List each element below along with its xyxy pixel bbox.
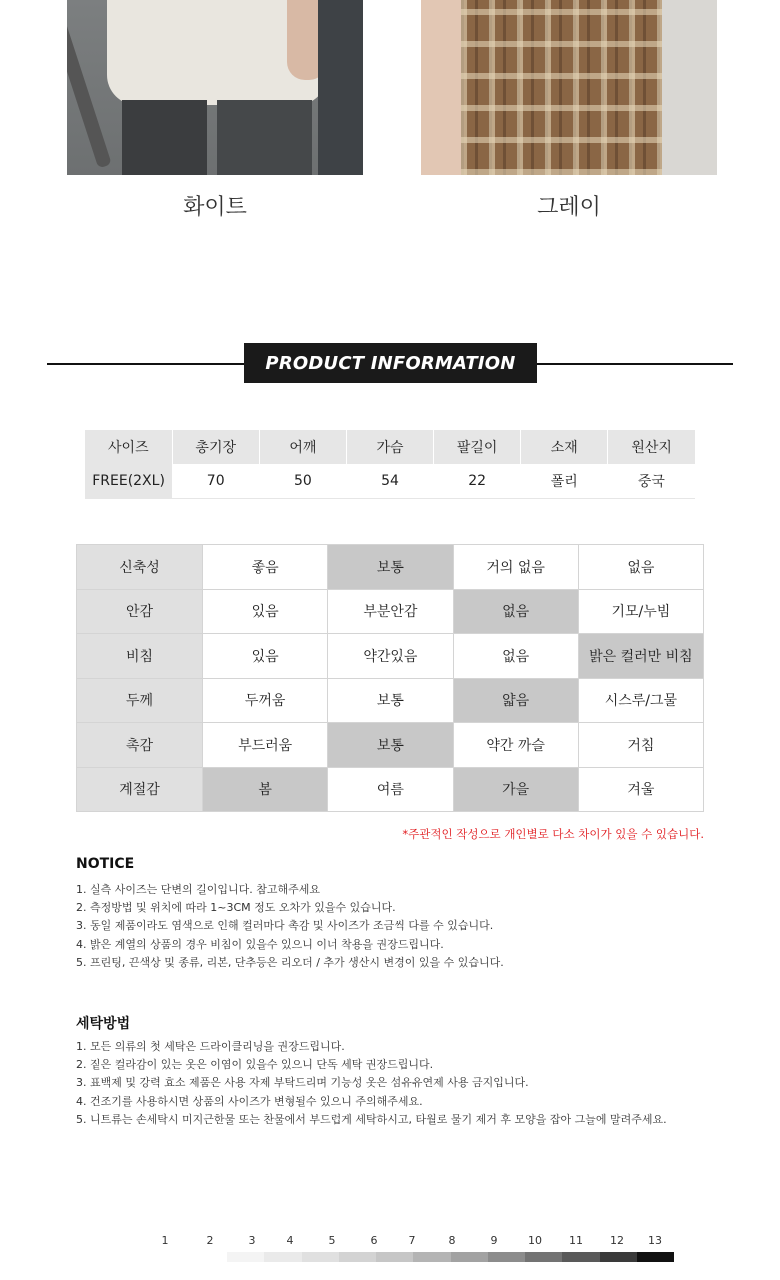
property-option: 보통	[328, 678, 453, 723]
notice-item: 4. 밝은 계열의 상품의 경우 비침이 있을수 있으니 이너 착용을 권장드립니다.	[76, 937, 444, 951]
gray-scale-swatch	[413, 1252, 450, 1262]
property-option: 겨울	[578, 767, 703, 812]
notice-item: 2. 측정방법 및 위치에 따라 1~3CM 정도 오차가 있을수 있습니다.	[76, 901, 396, 915]
property-label: 신축성	[77, 545, 203, 590]
property-option: 없음	[453, 634, 578, 679]
property-row	[77, 678, 704, 723]
property-label: 계절감	[77, 767, 203, 812]
property-label: 두께	[77, 678, 203, 723]
property-option: 있음	[203, 589, 328, 634]
color-option-label: 화이트	[183, 195, 247, 220]
size-table	[85, 430, 695, 499]
notice-item: 3. 동일 제품이라도 염색으로 인해 컬러마다 촉감 및 사이즈가 조금씩 다를 수 있습니다.	[76, 919, 494, 933]
property-option-selected: 밝은 컬러만 비침	[578, 634, 703, 679]
property-option: 부분안감	[328, 589, 453, 634]
gray-scale-swatch	[525, 1252, 562, 1262]
gray-scale-number: 1	[161, 1234, 169, 1247]
properties-table	[76, 544, 704, 812]
gray-scale-number: 5	[328, 1234, 336, 1247]
property-option: 약간 까슬	[453, 723, 578, 768]
gray-scale-swatch	[376, 1252, 413, 1262]
gray-scale-number: 7	[408, 1234, 416, 1247]
washing-item: 4. 건조기를 사용하시면 상품의 사이즈가 변형될수 있으니 주의해주세요.	[76, 1094, 423, 1108]
size-header-cell: 총기장	[172, 430, 259, 464]
cart-handle	[67, 22, 112, 169]
notice-list	[76, 881, 716, 972]
property-label: 촉감	[77, 723, 203, 768]
property-option: 기모/누빔	[578, 589, 703, 634]
gray-scale-number: 4	[286, 1234, 294, 1247]
property-option: 거의 없음	[453, 545, 578, 590]
property-option: 좋음	[203, 545, 328, 590]
gray-scale-number: 3	[248, 1234, 256, 1247]
property-option: 없음	[578, 545, 703, 590]
property-option: 시스루/그물	[578, 678, 703, 723]
property-label: 비침	[77, 634, 203, 679]
property-option: 여름	[328, 767, 453, 812]
gray-scale-swatch	[339, 1252, 376, 1262]
property-option: 부드러움	[203, 723, 328, 768]
washing-item: 2. 짙은 컬라감이 있는 옷은 이염이 있을수 있으니 단독 세탁 권장드립니다.	[76, 1058, 434, 1072]
background-wall	[318, 0, 363, 175]
notice-item: 1. 실측 사이즈는 단변의 길이입니다. 참고해주세요	[76, 883, 320, 896]
gray-scale-swatch	[451, 1252, 488, 1262]
size-header-cell: 가슴	[346, 430, 433, 464]
size-cell: 70	[172, 464, 259, 498]
property-option-selected: 없음	[453, 589, 578, 634]
gray-scale-swatch	[190, 1252, 227, 1262]
gray-scale-bar	[190, 1252, 674, 1262]
gray-scale-number: 10	[528, 1234, 542, 1247]
property-option: 거침	[578, 723, 703, 768]
property-option: 있음	[203, 634, 328, 679]
size-table-row	[85, 464, 695, 498]
size-header-cell: 소재	[521, 430, 608, 464]
color-option-label: 그레이	[537, 195, 601, 220]
gray-scale-swatch	[562, 1252, 599, 1262]
gray-scale-number: 2	[206, 1234, 214, 1247]
property-option-selected: 얇음	[453, 678, 578, 723]
property-row	[77, 723, 704, 768]
background	[662, 0, 717, 175]
gray-scale-numbers	[145, 1234, 685, 1250]
size-header-cell: 원산지	[608, 430, 695, 464]
size-cell: 22	[434, 464, 521, 498]
gray-scale-number: 11	[569, 1234, 583, 1247]
pants-left	[122, 100, 207, 175]
notice-title: NOTICE	[76, 856, 135, 872]
size-table-header-row	[85, 430, 695, 464]
gray-scale-number: 9	[490, 1234, 498, 1247]
size-cell: 폴리	[521, 464, 608, 498]
size-header-cell: 어깨	[259, 430, 346, 464]
property-option: 두꺼움	[203, 678, 328, 723]
gray-scale-swatch	[637, 1252, 674, 1262]
property-row	[77, 767, 704, 812]
washing-item: 1. 모든 의류의 첫 세탁은 드라이클리닝을 권장드립니다.	[76, 1040, 345, 1053]
size-cell: 54	[346, 464, 433, 498]
washing-list	[76, 1038, 736, 1129]
washing-title: 세탁방법	[76, 1016, 131, 1032]
gray-scale-number: 12	[610, 1234, 624, 1247]
property-option-selected: 보통	[328, 723, 453, 768]
notice-item: 5. 프린팅, 끈색상 및 종류, 리본, 단추등은 리오더 / 추가 생산시 변경이 있을 수 있습니다.	[76, 955, 504, 969]
property-option-selected: 보통	[328, 545, 453, 590]
section-title: PRODUCT INFORMATION	[244, 343, 537, 383]
property-option-selected: 가을	[453, 767, 578, 812]
plaid-skirt	[461, 0, 666, 175]
gray-scale-swatch	[264, 1252, 301, 1262]
property-option: 약간있음	[328, 634, 453, 679]
property-row	[77, 634, 704, 679]
pants-right	[217, 100, 312, 175]
gray-scale-number: 8	[448, 1234, 456, 1247]
product-photo-white	[67, 0, 363, 175]
property-row	[77, 589, 704, 634]
size-cell: FREE(2XL)	[85, 464, 172, 498]
size-cell: 중국	[608, 464, 695, 498]
washing-item: 5. 니트류는 손세탁시 미지근한물 또는 찬물에서 부드럽게 세탁하시고, 타월로 물기 제거 후 모양을 잡아 그늘에 말려주세요.	[76, 1112, 667, 1126]
gray-scale-swatch	[302, 1252, 339, 1262]
washing-item: 3. 표백제 및 강력 효소 제품은 사용 자제 부탁드리며 기능성 옷은 섬유유연제 사용 금지입니다.	[76, 1076, 529, 1090]
size-header-cell: 팔길이	[434, 430, 521, 464]
gray-scale-swatch	[488, 1252, 525, 1262]
gray-scale-number: 13	[648, 1234, 662, 1247]
size-header-cell: 사이즈	[85, 430, 172, 464]
gray-scale-swatch	[600, 1252, 637, 1262]
property-label: 안감	[77, 589, 203, 634]
property-row	[77, 545, 704, 590]
product-photo-gray	[421, 0, 717, 175]
size-cell: 50	[259, 464, 346, 498]
property-option-selected: 봄	[203, 767, 328, 812]
gray-scale-swatch	[227, 1252, 264, 1262]
gray-scale-number: 6	[370, 1234, 378, 1247]
subjective-note: *주관적인 작성으로 개인별로 다소 차이가 있을 수 있습니다.	[402, 827, 704, 841]
